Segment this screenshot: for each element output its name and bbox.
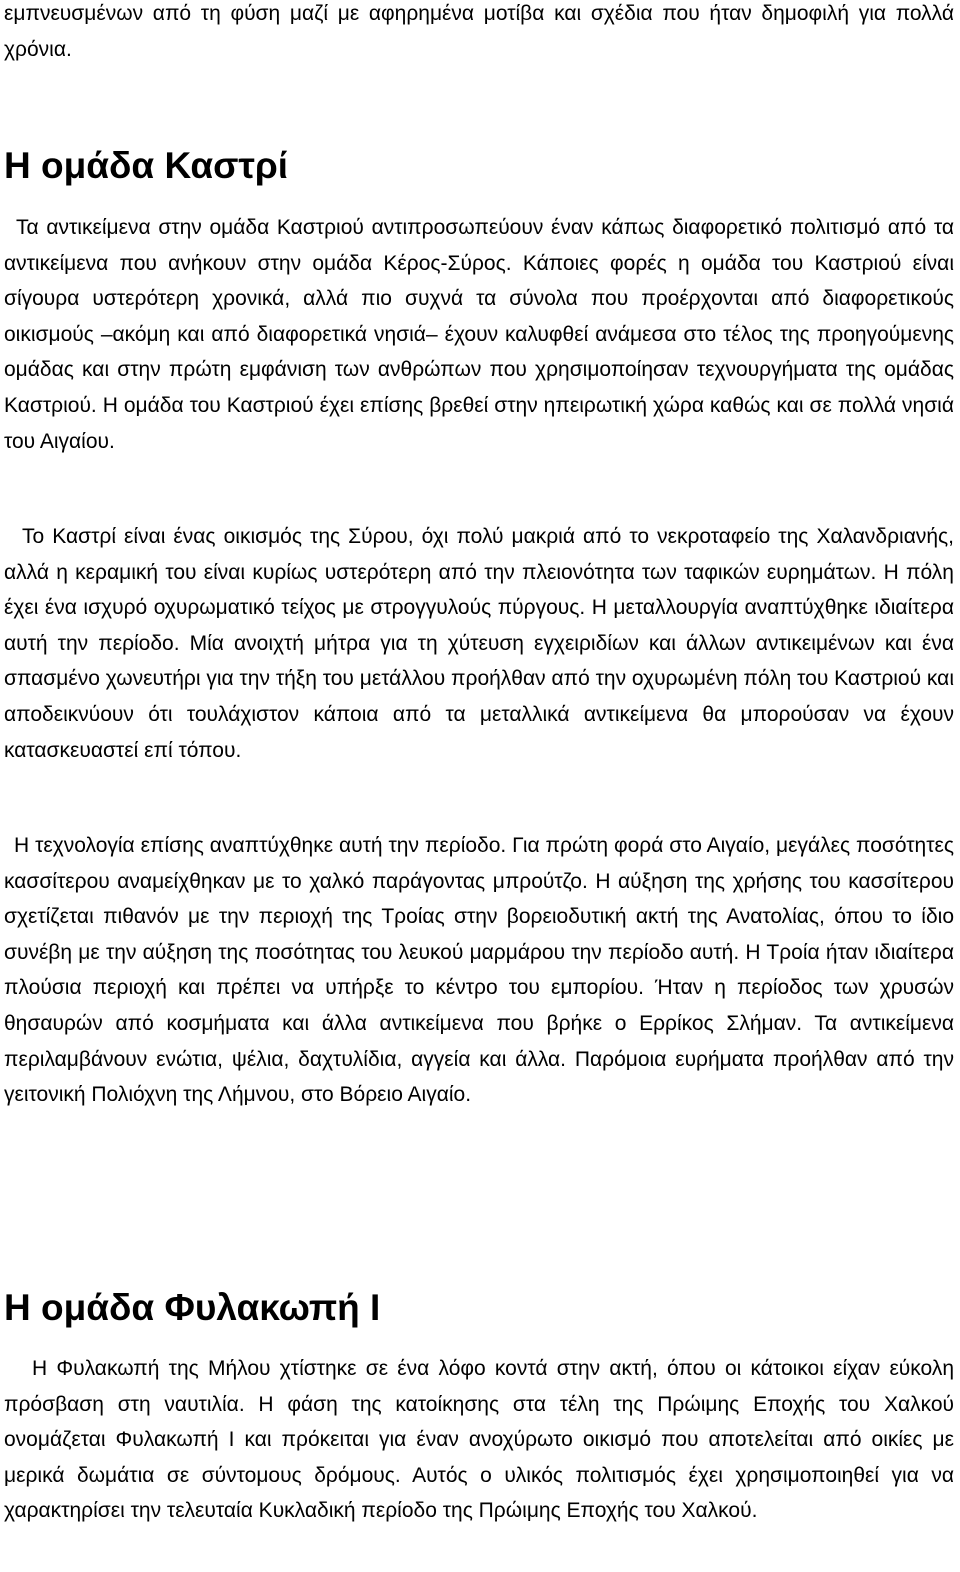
kastri-paragraph-2: Το Καστρί είναι ένας οικισμός της Σύρου, όχι πολύ μακριά από το νεκροταφείο της Χαλανδριανής, αλλά η κεραμική του είναι κυρίως υστερότερη από την πλειονότητα των ταφικών ευρημάτων. Η πόλη έχει ένα ισχυρό οχυρωματικό τείχος με στρογγυλούς πύργους. Η μεταλλουργία αναπτύχθηκε ιδιαίτερα αυτή την περίοδο. Μία ανοιχτή μήτρα για τη χύτευση εγχειριδίων και άλλων αντικειμένων και ένα σπασμένο χωνευτήρι για την τήξη του μετάλλου προήλθαν από την οχυρωμένη πόλη του Καστριού και αποδεικνύουν ότι τουλάχιστον κάποια από τα μεταλλικά αντικείμενα θα μπορούσαν να έχουν κατασκευαστεί επί τόπου. bbox=[4, 525, 954, 762]
section-heading-phylakopi: Η ομάδα Φυλακωπή Ι bbox=[4, 1287, 381, 1328]
intro-paragraph-fragment: εμπνευσμένων από τη φύση μαζί με αφηρημένα μοτίβα και σχέδια που ήταν δημοφιλή για πολλά χρόνια. bbox=[4, 2, 954, 61]
kastri-paragraph-3: Η τεχνολογία επίσης αναπτύχθηκε αυτή την περίοδο. Για πρώτη φορά στο Αιγαίο, μεγάλες ποσότητες κασσίτερου αναμείχθηκαν με το χαλκό παράγοντας μπρούτζο. Η αύξηση της χρήσης του κασσίτερου σχετίζεται πιθανόν με την περιοχή της Τροίας στην βορειοδυτική ακτή της Ανατολίας, όπου το ίδιο συνέβη με την αύξηση της ποσότητας του λευκού μαρμάρου την περίοδο αυτή. Η Τροία ήταν ιδιαίτερα πλούσια περιοχή και πρέπει να υπήρξε το κέντρο του εμπορίου. Ήταν η περίοδος των χρυσών θησαυρών από κοσμήματα και άλλα αντικείμενα που βρήκε ο Ερρίκος Σλήμαν. Τα αντικείμενα περιλαμβάνουν ενώτια, ψέλια, δαχτυλίδια, αγγεία και άλλα. Παρόμοια ευρήματα προήλθαν από την γειτονική Πολιόχνη της Λήμνου, στο Βόρειο Αιγαίο. bbox=[4, 834, 954, 1107]
section-heading-kastri: Η ομάδα Καστρί bbox=[4, 145, 289, 186]
phylakopi-paragraph-1: Η Φυλακωπή της Μήλου χτίστηκε σε ένα λόφο κοντά στην ακτή, όπου οι κάτοικοι είχαν εύκολη πρόσβαση στη ναυτιλία. Η φάση της κατοίκησης στα τέλη της Πρώιμης Εποχής του Χαλκού ονομάζεται Φυλακωπή Ι και πρόκειται για έναν ανοχύρωτο οικισμό που αποτελείται από οικίες με μερικά δωμάτια σε σύντομους δρόμους. Αυτός ο υλικός πολιτισμός έχει χρησιμοποιηθεί για να χαρακτηρίσει την τελευταία Κυκλαδική περίοδο της Πρώιμης Εποχής του Χαλκού. bbox=[4, 1357, 954, 1523]
kastri-paragraph-1: Τα αντικείμενα στην ομάδα Καστριού αντιπροσωπεύουν έναν κάπως διαφορετικό πολιτισμό από τα αντικείμενα που ανήκουν στην ομάδα Κέρος-Σύρος. Κάποιες φορές η ομάδα του Καστριού είναι σίγουρα υστερότερη χρονικά, αλλά πιο συχνά τα σύνολα που προέρχονται από διαφορετικούς οικισμούς –ακόμη και από διαφορετικά νησιά– έχουν καλυφθεί ανάμεσα στο τέλος της προηγούμενης ομάδας και στην πρώτη εμφάνιση των ανθρώπων που χρησιμοποίησαν τεχνουργήματα της ομάδας Καστριού. Η ομάδα του Καστριού έχει επίσης βρεθεί στην ηπειρωτική χώρα καθώς και σε πολλά νησιά του Αιγαίου. bbox=[4, 216, 954, 453]
